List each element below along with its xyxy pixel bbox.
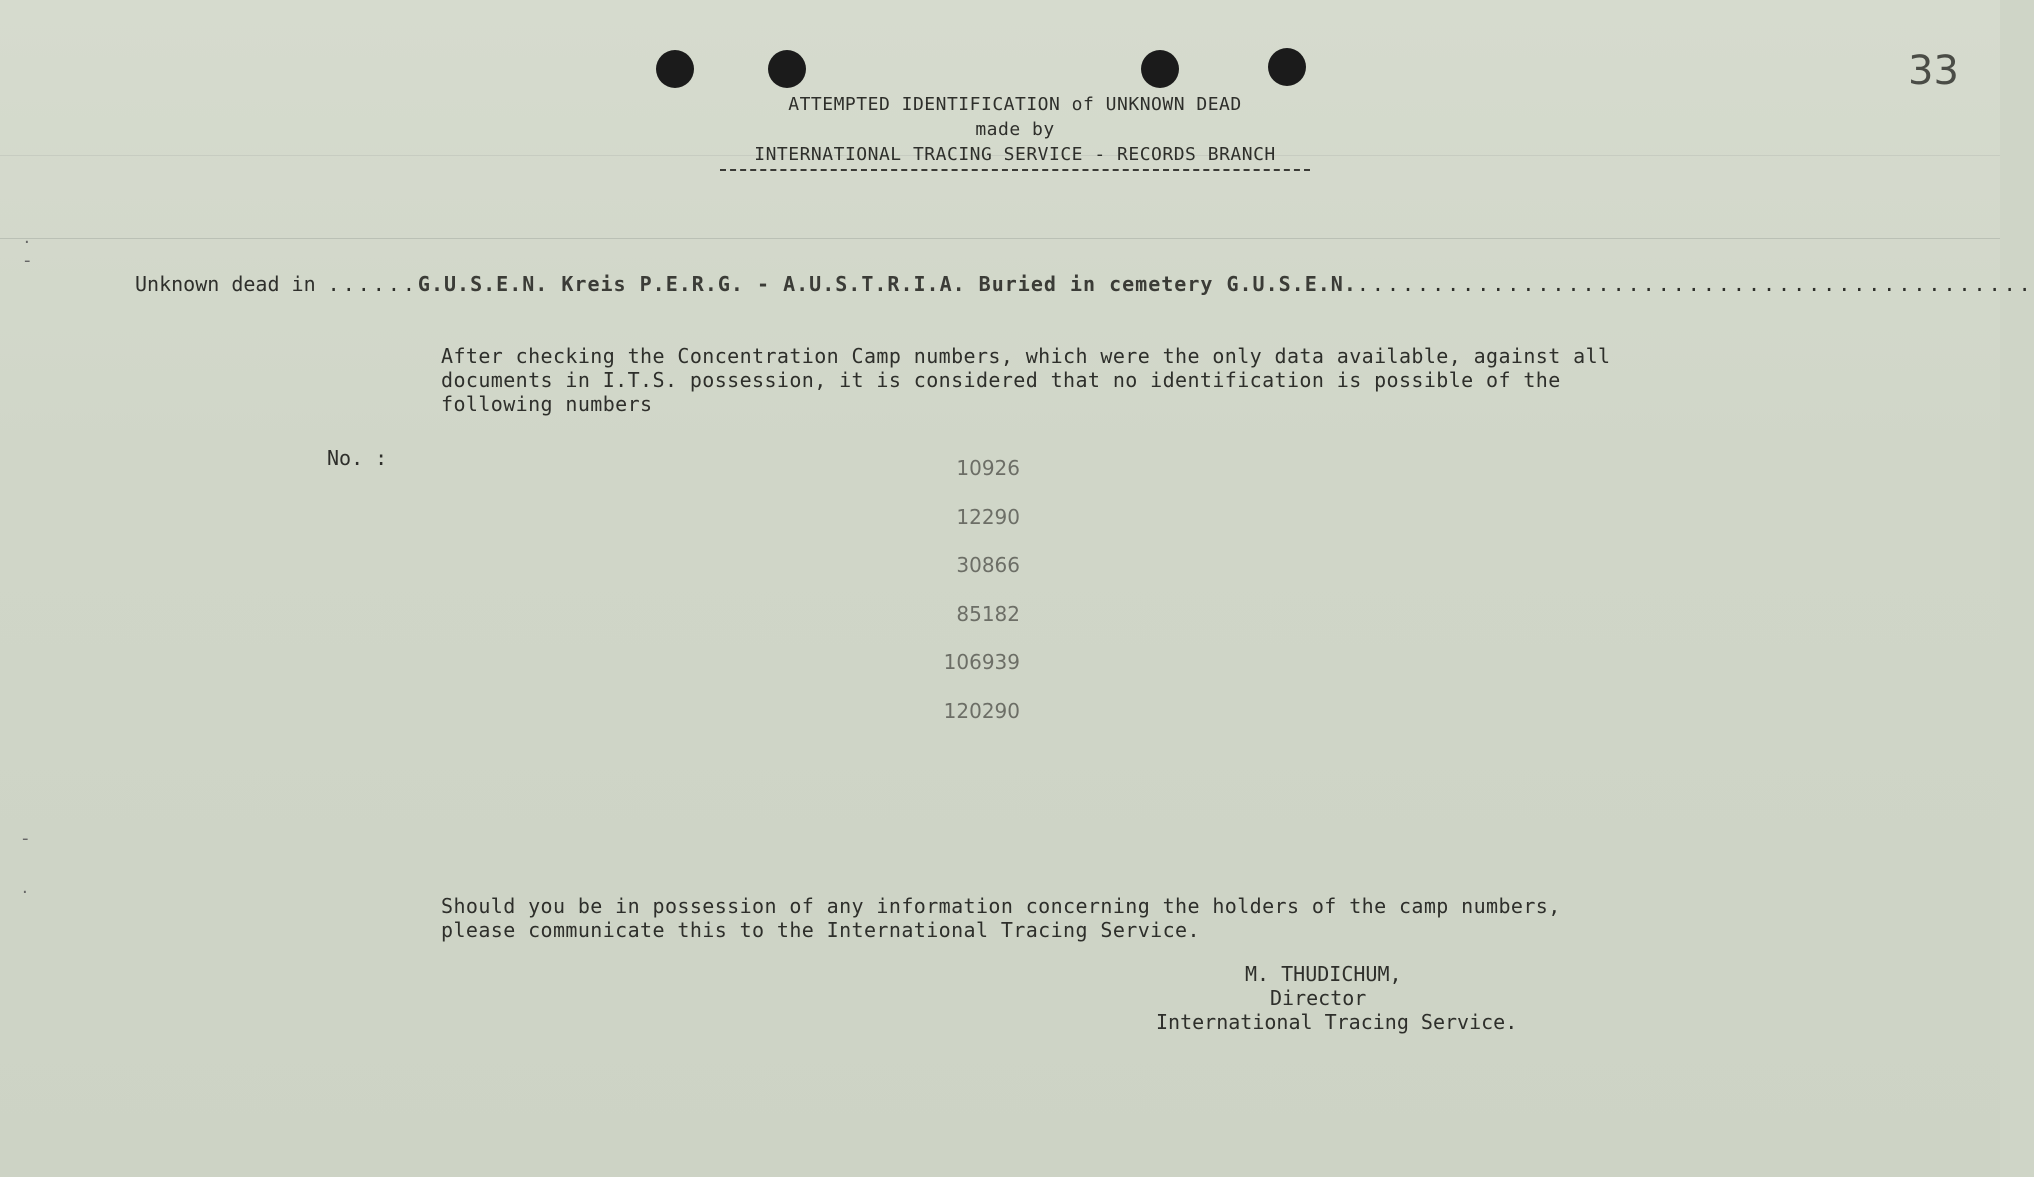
camp-number: 10926: [956, 456, 1020, 480]
leader-dots: .............................................: [1356, 272, 2034, 296]
camp-number: 85182: [956, 601, 1020, 626]
intro-paragraph: [441, 344, 1681, 416]
unknown-dead-line: [135, 272, 2034, 296]
punch-hole: [656, 50, 694, 88]
unknown-dead-label: Unknown dead in: [135, 272, 316, 296]
margin-mark: -: [24, 250, 31, 271]
page-number: 33: [1908, 48, 1959, 94]
punch-hole: [768, 50, 806, 88]
intro-line: After checking the Concentration Camp numbers, which were the only data available, against all: [441, 344, 1611, 368]
header-title: ATTEMPTED IDENTIFICATION of UNKNOWN DEAD: [788, 94, 1242, 115]
punch-hole: [1268, 48, 1306, 86]
signature-name: M. THUDICHUM,: [1245, 962, 1402, 986]
burial-place: G.U.S.E.N. Kreis P.E.R.G. - A.U.S.T.R.I.A. Buried in cemetery G.U.S.E.N.: [417, 272, 1357, 296]
intro-line: following numbers: [441, 392, 653, 416]
leader-dots: ......: [327, 272, 418, 296]
document-header: [650, 92, 1380, 171]
closing-line: please communicate this to the International Tracing Service.: [441, 918, 1200, 942]
camp-number: 106939: [943, 650, 1020, 674]
margin-mark: ·: [22, 882, 28, 903]
intro-line: documents in I.T.S. possession, it is considered that no identification is possible of the: [441, 368, 1561, 392]
closing-paragraph: [441, 894, 1681, 942]
header-underline: [720, 169, 1310, 171]
punch-hole: [1141, 50, 1179, 88]
camp-number-list: [880, 456, 1020, 747]
header-branch: INTERNATIONAL TRACING SERVICE - RECORDS BRANCH: [754, 144, 1276, 165]
margin-mark: -: [22, 828, 29, 849]
margin-mark: ·: [24, 232, 30, 253]
closing-line: Should you be in possession of any information concerning the holders of the camp numbers,: [441, 894, 1561, 918]
signature-org: International Tracing Service.: [1156, 1010, 1518, 1034]
signature-role: Director: [1270, 986, 1367, 1010]
header-made-by: made by: [975, 119, 1055, 140]
camp-number: 30866: [956, 553, 1020, 577]
paper-fold-line: [0, 238, 2000, 239]
camp-number: 12290: [956, 504, 1020, 529]
camp-number: 120290: [943, 698, 1020, 723]
numbers-label: No. :: [327, 446, 388, 470]
